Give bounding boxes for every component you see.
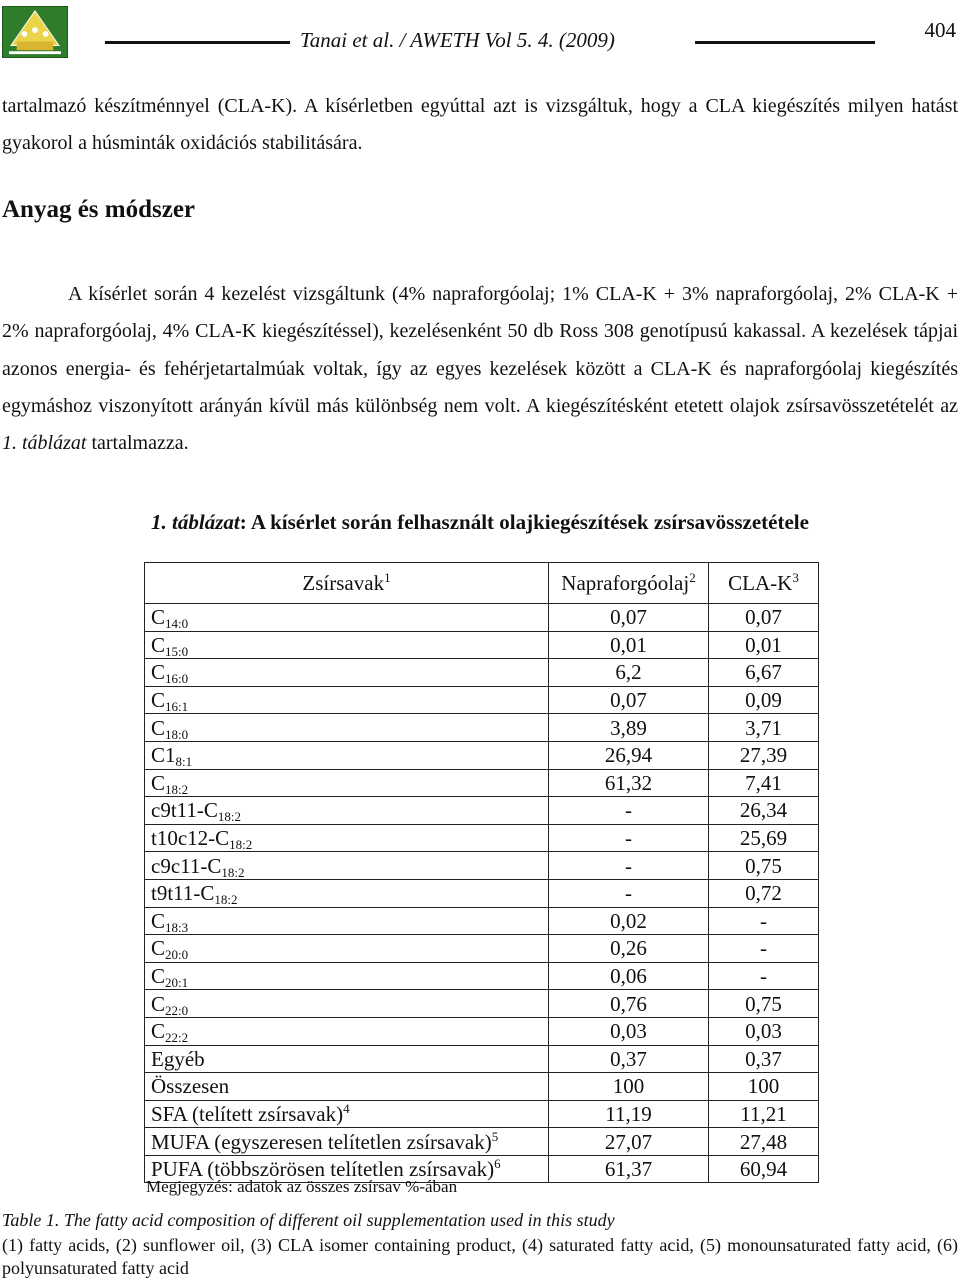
- fatty-acid-name-cell: [145, 659, 549, 687]
- sunflower-oil-value: 0,02: [549, 907, 709, 935]
- fatty-acid-subscript: 18:2: [217, 809, 242, 825]
- table-row: [145, 1017, 819, 1045]
- intro-paragraph: tartalmazó készítménnyel (CLA-K). A kísérletben egyúttal azt is vizsgáltuk, hogy a CLA kiegészítés milyen hatást gyakorol a húsminták oxidációs stabilitására.: [2, 95, 958, 155]
- fatty-acid-name: C: [151, 964, 166, 989]
- table-caption-text: : A kísérlet során felhasznált olajkiegészítések zsírsavösszetétele: [239, 510, 809, 534]
- fatty-acid-subscript: 16:0: [165, 671, 189, 687]
- sunflower-oil-value: 100: [549, 1073, 709, 1101]
- fatty-acid-name: C: [151, 605, 166, 630]
- header-fatty-acids-sup: 1: [384, 570, 391, 585]
- fatty-acid-name-cell: [145, 962, 549, 990]
- header-cla-k: [709, 563, 819, 604]
- fatty-acid-name-cell: [145, 852, 549, 880]
- cla-k-value: 6,67: [709, 659, 819, 687]
- fatty-acid-name: C: [151, 936, 166, 961]
- sunflower-oil-value: 0,37: [549, 1045, 709, 1073]
- table-row: [145, 1073, 819, 1101]
- fatty-acid-table: [144, 562, 819, 1183]
- cla-k-value: 7,41: [709, 769, 819, 797]
- sunflower-oil-value: 61,37: [549, 1155, 709, 1183]
- cla-k-value: 26,34: [709, 797, 819, 825]
- fatty-acid-subscript: 18:2: [221, 864, 245, 880]
- cla-k-value: 27,48: [709, 1128, 819, 1156]
- fatty-acid-name-cell: [145, 824, 549, 852]
- sunflower-oil-value: 11,19: [549, 1100, 709, 1128]
- fatty-acid-name: C: [151, 770, 166, 795]
- table-row: [145, 1128, 819, 1156]
- fatty-acid-subscript: 22:2: [165, 1030, 189, 1046]
- table-row: [145, 1100, 819, 1128]
- fatty-acid-name: Egyéb: [151, 1046, 205, 1071]
- sunflower-oil-value: 6,2: [549, 659, 709, 687]
- fatty-acid-name: C: [151, 660, 166, 685]
- fatty-acid-name-cell: [145, 1128, 549, 1156]
- fatty-acid-name-cell: [145, 907, 549, 935]
- methods-text-after: tartalmazza.: [86, 432, 189, 455]
- sunflower-oil-value: 0,06: [549, 962, 709, 990]
- fatty-acid-name-cell: [145, 1100, 549, 1128]
- fatty-acid-name: t9t11-C: [151, 881, 215, 906]
- header-sunflower-oil: [549, 563, 709, 604]
- fatty-acid-name-cell: [145, 714, 549, 742]
- table-row: [145, 1045, 819, 1073]
- sunflower-oil-value: 27,07: [549, 1128, 709, 1156]
- fatty-acid-subscript: 8:1: [175, 754, 193, 770]
- table-row: [145, 824, 819, 852]
- fatty-acid-name-cell: [145, 935, 549, 963]
- cla-k-value: 25,69: [709, 824, 819, 852]
- cla-k-value: 0,01: [709, 631, 819, 659]
- table-caption: [0, 510, 960, 535]
- sunflower-oil-value: -: [549, 824, 709, 852]
- fatty-acid-subscript: 18:3: [165, 919, 189, 935]
- header-citation: Tanai et al. / AWETH Vol 5. 4. (2009): [300, 28, 615, 52]
- table-row: [145, 604, 819, 632]
- header-fatty-acids-text: Zsírsavak: [302, 571, 385, 595]
- table-header-row: [145, 563, 819, 604]
- fatty-acid-name-cell: [145, 741, 549, 769]
- table-caption-label: 1. táblázat: [151, 510, 240, 534]
- fatty-acid-name-cell: [145, 990, 549, 1018]
- table-row: [145, 852, 819, 880]
- fatty-acid-name: c9t11-C: [151, 798, 218, 823]
- journal-logo-icon: [3, 7, 67, 57]
- fatty-acid-name: t10c12-C: [151, 826, 230, 851]
- methods-paragraph: [2, 276, 958, 462]
- header-rule-left: [105, 41, 290, 44]
- fatty-acid-name-cell: [145, 631, 549, 659]
- section-heading: Anyag és módszer: [2, 196, 196, 223]
- fatty-acid-subscript: 18:2: [214, 892, 238, 908]
- header-cla-k-text: CLA-K: [728, 571, 793, 595]
- sunflower-oil-value: 0,03: [549, 1017, 709, 1045]
- sunflower-oil-value: 0,26: [549, 935, 709, 963]
- sunflower-oil-value: -: [549, 879, 709, 907]
- english-legend: (1) fatty acids, (2) sunflower oil, (3) CLA isomer containing product, (4) saturated fatty acid, (5) monounsaturated fatty acid, (6) polyunsaturated fatty acid: [2, 1235, 958, 1278]
- page-number: 404: [924, 18, 956, 42]
- cla-k-value: 0,09: [709, 686, 819, 714]
- sunflower-oil-value: 61,32: [549, 769, 709, 797]
- cla-k-value: -: [709, 962, 819, 990]
- table-reference: 1. táblázat: [2, 432, 87, 455]
- sunflower-oil-value: -: [549, 852, 709, 880]
- fatty-acid-subscript: 18:2: [229, 837, 253, 853]
- header-cla-k-sup: 3: [792, 570, 799, 585]
- fatty-acid-footnote: 4: [343, 1100, 350, 1116]
- sunflower-oil-value: 0,76: [549, 990, 709, 1018]
- fatty-acid-name: c9c11-C: [151, 853, 222, 878]
- sunflower-oil-value: 0,01: [549, 631, 709, 659]
- sunflower-oil-value: 0,07: [549, 686, 709, 714]
- table-row: [145, 769, 819, 797]
- cla-k-value: 60,94: [709, 1155, 819, 1183]
- fatty-acid-subscript: 22:0: [165, 1002, 189, 1018]
- journal-logo: [2, 6, 68, 58]
- table-row: [145, 907, 819, 935]
- fatty-acid-name: C1: [151, 743, 176, 768]
- cla-k-value: 0,72: [709, 879, 819, 907]
- table-row: [145, 631, 819, 659]
- table-row: [145, 879, 819, 907]
- fatty-acid-name: PUFA (többszörösen telítetlen zsírsavak): [151, 1157, 495, 1182]
- fatty-acid-name: C: [151, 632, 166, 657]
- fatty-acid-subscript: 15:0: [165, 643, 189, 659]
- cla-k-value: 0,75: [709, 852, 819, 880]
- fatty-acid-name: C: [151, 908, 166, 933]
- fatty-acid-name-cell: [145, 1073, 549, 1101]
- fatty-acid-footnote: 5: [491, 1128, 499, 1144]
- fatty-acid-name: C: [151, 715, 166, 740]
- fatty-acid-name-cell: [145, 604, 549, 632]
- header-rule-right: [695, 41, 875, 44]
- header-fatty-acids: [145, 563, 549, 604]
- fatty-acid-subscript: 18:0: [165, 726, 189, 742]
- fatty-acid-subscript: 16:1: [165, 699, 189, 715]
- header-sunflower-oil-sup: 2: [689, 570, 696, 585]
- cla-k-value: -: [709, 935, 819, 963]
- fatty-acid-name: Összesen: [151, 1074, 230, 1099]
- fatty-acid-name-cell: [145, 879, 549, 907]
- sunflower-oil-value: -: [549, 797, 709, 825]
- table-row: [145, 686, 819, 714]
- sunflower-oil-value: 0,07: [549, 604, 709, 632]
- fatty-acid-name-cell: [145, 686, 549, 714]
- fatty-acid-name-cell: [145, 1045, 549, 1073]
- cla-k-value: 11,21: [709, 1100, 819, 1128]
- cla-k-value: 0,03: [709, 1017, 819, 1045]
- header-sunflower-oil-text: Napraforgóolaj: [561, 571, 690, 595]
- fatty-acid-footnote: 6: [494, 1156, 501, 1172]
- cla-k-value: 27,39: [709, 741, 819, 769]
- table-row: [145, 935, 819, 963]
- methods-text-before: A kísérlet során 4 kezelést vizsgáltunk (4% napraforgóolaj; 1% CLA-K + 3% napraforgóolaj, 2% CLA-K + 2% napraforgóolaj, 4% CLA-K kiegészítéssel), kezelésenként 50 db Ross 308 genotípusú kakassal. A kezelések tápjai azonos energia- és fehérjetartalmúak voltak, így az egyes kezelések között a CLA-K és napraforgóolaj kiegészítés egymáshoz viszonyított arányán kívül más különbség nem volt. A kiegészítésként etetett olajok zsírsavösszetételét az: [2, 283, 958, 417]
- cla-k-value: 0,75: [709, 990, 819, 1018]
- fatty-acid-name: SFA (telített zsírsavak): [151, 1101, 344, 1126]
- fatty-acid-name-cell: [145, 797, 549, 825]
- fatty-acid-name: C: [151, 991, 166, 1016]
- table-row: [145, 659, 819, 687]
- table-row: [145, 797, 819, 825]
- sunflower-oil-value: 3,89: [549, 714, 709, 742]
- fatty-acid-name-cell: [145, 1017, 549, 1045]
- fatty-acid-subscript: 20:0: [165, 947, 189, 963]
- table-row: [145, 741, 819, 769]
- table-row: [145, 990, 819, 1018]
- fatty-acid-name-cell: [145, 769, 549, 797]
- table-row: [145, 962, 819, 990]
- fatty-acid-name: C: [151, 1019, 166, 1044]
- cla-k-value: 100: [709, 1073, 819, 1101]
- cla-k-value: 3,71: [709, 714, 819, 742]
- table-note: Megjegyzés: adatok az összes zsírsav %-ában: [146, 1177, 458, 1196]
- fatty-acid-subscript: 14:0: [165, 616, 189, 632]
- cla-k-value: 0,07: [709, 604, 819, 632]
- cla-k-value: -: [709, 907, 819, 935]
- fatty-acid-subscript: 20:1: [165, 975, 189, 991]
- sunflower-oil-value: 26,94: [549, 741, 709, 769]
- fatty-acid-subscript: 18:2: [165, 781, 189, 797]
- fatty-acid-name: C: [151, 688, 166, 713]
- english-caption: Table 1. The fatty acid composition of different oil supplementation used in this study: [2, 1210, 615, 1230]
- cla-k-value: 0,37: [709, 1045, 819, 1073]
- fatty-acid-name: MUFA (egyszeresen telítetlen zsírsavak): [151, 1129, 492, 1154]
- table-row: [145, 714, 819, 742]
